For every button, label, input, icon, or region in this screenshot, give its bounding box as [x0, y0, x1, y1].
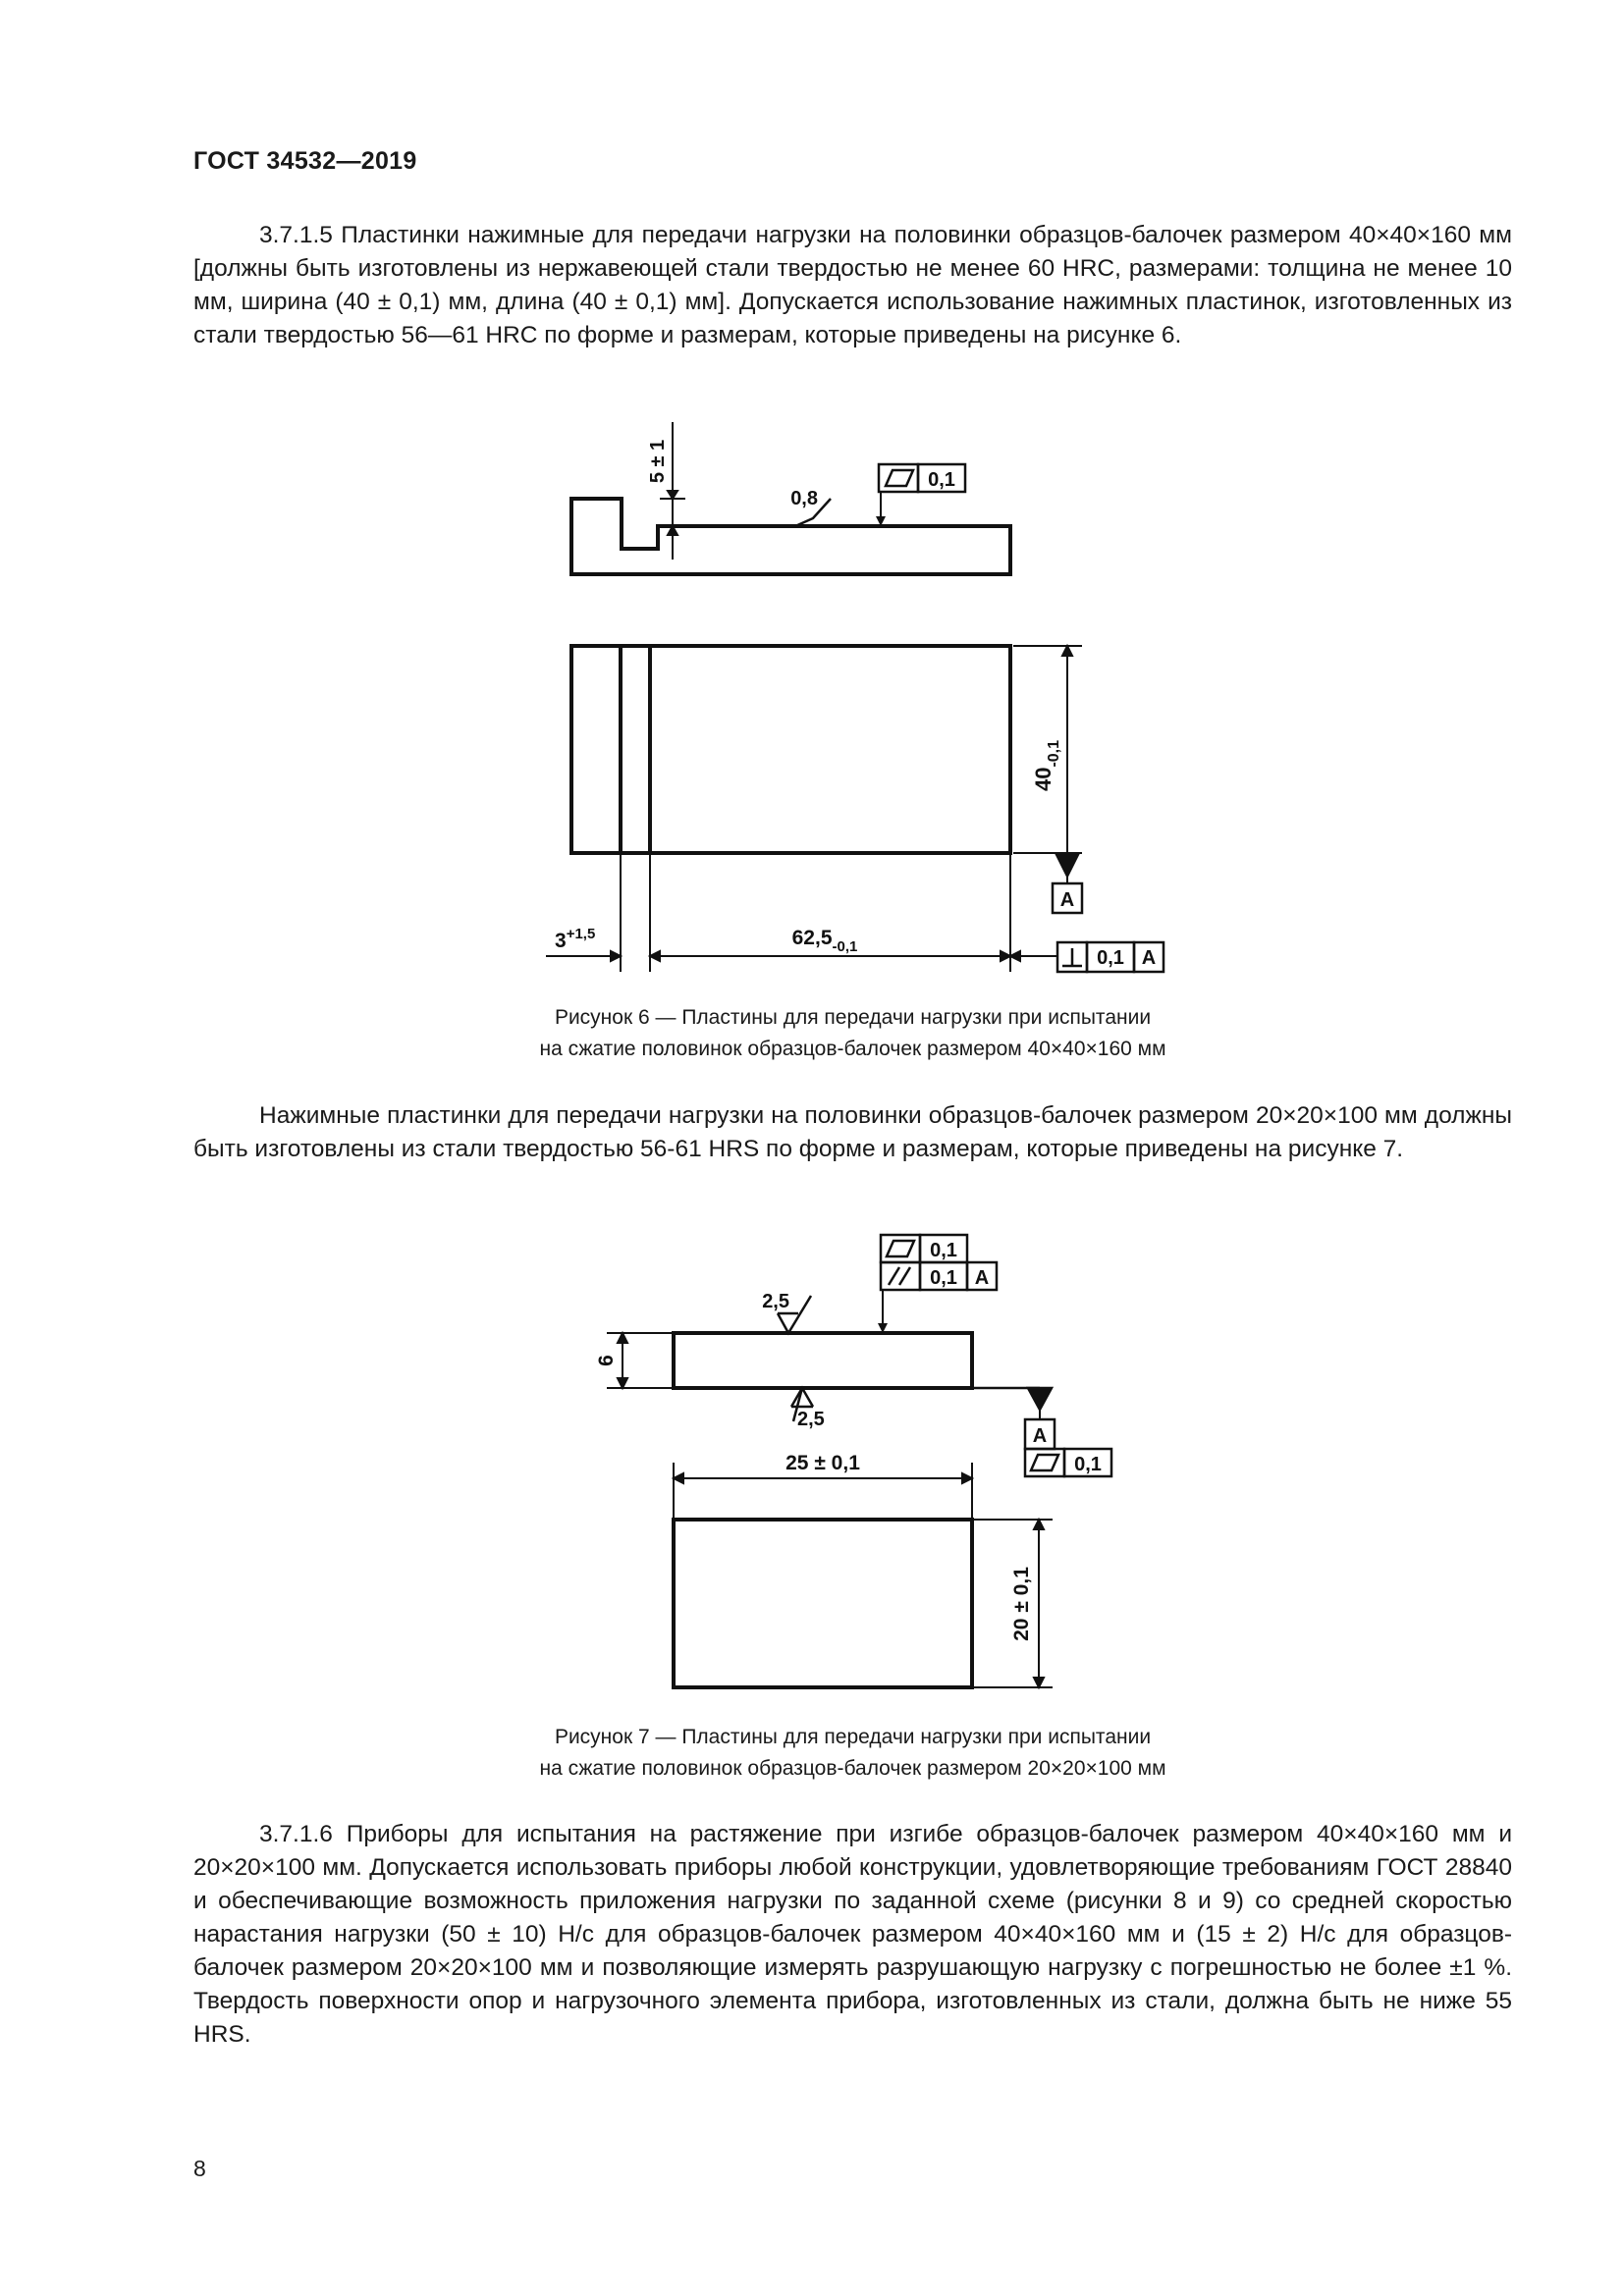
paragraph-press-plates	[193, 1099, 1512, 1166]
flatness-value: 0,1	[928, 469, 955, 491]
figure-7-caption	[193, 1722, 1512, 1785]
dim-slot-base: 3	[555, 930, 567, 952]
dim-length-tol: -0,1	[832, 938, 858, 955]
datum-triangle-icon	[1056, 853, 1079, 877]
dim-width-label	[1031, 740, 1062, 791]
dim-width-tol: -0,1	[1046, 739, 1062, 768]
roughness-top-label: 2,5	[762, 1291, 789, 1312]
document-code: ГОСТ 34532—2019	[193, 147, 417, 175]
plate-top-view	[674, 1520, 972, 1687]
flatness-icon	[887, 1241, 914, 1256]
dim-length-base: 62,5	[791, 927, 833, 949]
caption-line: Рисунок 7 — Пластины для передачи нагрузки при испытании	[554, 1726, 1152, 1748]
flatness-bottom-value: 0,1	[1074, 1454, 1102, 1475]
datum-leader	[972, 1388, 1052, 1419]
datum-triangle-icon	[1028, 1388, 1052, 1410]
dim-length-label: 25 ± 0,1	[785, 1452, 860, 1474]
caption-line: на сжатие половинок образцов-балочек размером 40×40×160 мм	[539, 1038, 1166, 1060]
flatness-value: 0,1	[930, 1240, 957, 1261]
parallelism-icon	[889, 1267, 910, 1285]
page-number: 8	[193, 2156, 206, 2181]
plate-top-view	[571, 646, 1010, 853]
roughness-bottom-label: 2,5	[797, 1409, 825, 1430]
flatness-icon	[1031, 1455, 1058, 1470]
length-dimensions	[546, 853, 1057, 972]
paragraph-text: 3.7.1.5 Пластинки нажимные для передачи нагрузки на половинки образцов-балочек размером 40×40×160 мм [должны быть изготовлены из нержавеющей стали твердостью не менее 60 HRC, размерами: толщина не менее 10 мм, ширина (40 ± 0,1) мм, длина (40 ± 0,1) мм]. Допускается использование нажимных пластинок, изготовленных из стали твердостью 56—61 HRC по форме и размерам, которые приведены на рисунке 6.	[193, 222, 1512, 348]
dim-width-label: 20 ± 0,1	[1010, 1567, 1033, 1641]
datum-label: A	[1032, 1425, 1048, 1447]
paragraph-text: 3.7.1.6 Приборы для испытания на растяжение при изгибе образцов-балочек размером 40×40×160 мм и 20×20×100 мм. Допускается использовать приборы любой конструкции, удовлетворяющие требованиям ГОСТ 28840 и обеспечивающие возможность приложения нагрузки по заданной схеме (рисунки 8 и 9) со средней скоростью нарастания нагрузки (50 ± 10) Н/с для образцов-балочек размером 40×40×160 мм и (15 ± 2) Н/с для образцов-балочек размером 20×20×100 мм и позволяющие измерять разрушающую нагрузку с погрешностью не более ±1 %. Твердость поверхности опор и нагрузочного элемента прибора, изготовленных из стали, должна быть не ниже 55 HRS.	[193, 1821, 1512, 2048]
dim-length-label	[792, 927, 858, 955]
flatness-bottom-frame	[1025, 1449, 1111, 1476]
perp-value: 0,1	[1097, 947, 1124, 969]
plate-side-view	[571, 499, 1010, 574]
paragraph-text: Нажимные пластинки для передачи нагрузки на половинки образцов-балочек размером 20×20×100 мм должны быть изготовлены из стали твердостью 56-61 HRS по форме и размерам, которые приведены на рисунке 7.	[193, 1102, 1512, 1162]
dim-thickness-label: 6	[595, 1355, 618, 1366]
dim-width-base: 40	[1031, 767, 1056, 792]
figure-6-drawing	[0, 0, 1624, 982]
flatness-frame	[876, 464, 965, 526]
tolerance-frame-group	[878, 1235, 997, 1333]
caption-line: на сжатие половинок образцов-балочек размером 20×20×100 мм	[539, 1757, 1166, 1780]
parallel-datum: A	[974, 1267, 990, 1289]
datum-box	[1053, 883, 1082, 913]
caption-line: Рисунок 6 — Пластины для передачи нагрузки при испытании	[554, 1006, 1152, 1029]
perpendicular-icon	[1062, 948, 1082, 966]
datum-box	[1025, 1419, 1055, 1449]
roughness-label: 0,8	[790, 488, 818, 509]
paragraph-3-7-1-6	[193, 1818, 1512, 2052]
perp-datum: A	[1141, 947, 1157, 969]
dim-slot-label	[555, 926, 595, 952]
datum-label: A	[1059, 889, 1075, 911]
perpendicularity-frame	[1057, 942, 1164, 972]
figure-6-caption	[193, 1002, 1512, 1065]
dim-slot-tol: +1,5	[566, 926, 596, 942]
plate-side-view	[674, 1333, 972, 1388]
flatness-icon	[886, 470, 913, 486]
dim-height-label: 5 ± 1	[647, 439, 669, 484]
parallel-value: 0,1	[930, 1267, 957, 1289]
figure-7-drawing	[0, 1207, 1624, 1718]
